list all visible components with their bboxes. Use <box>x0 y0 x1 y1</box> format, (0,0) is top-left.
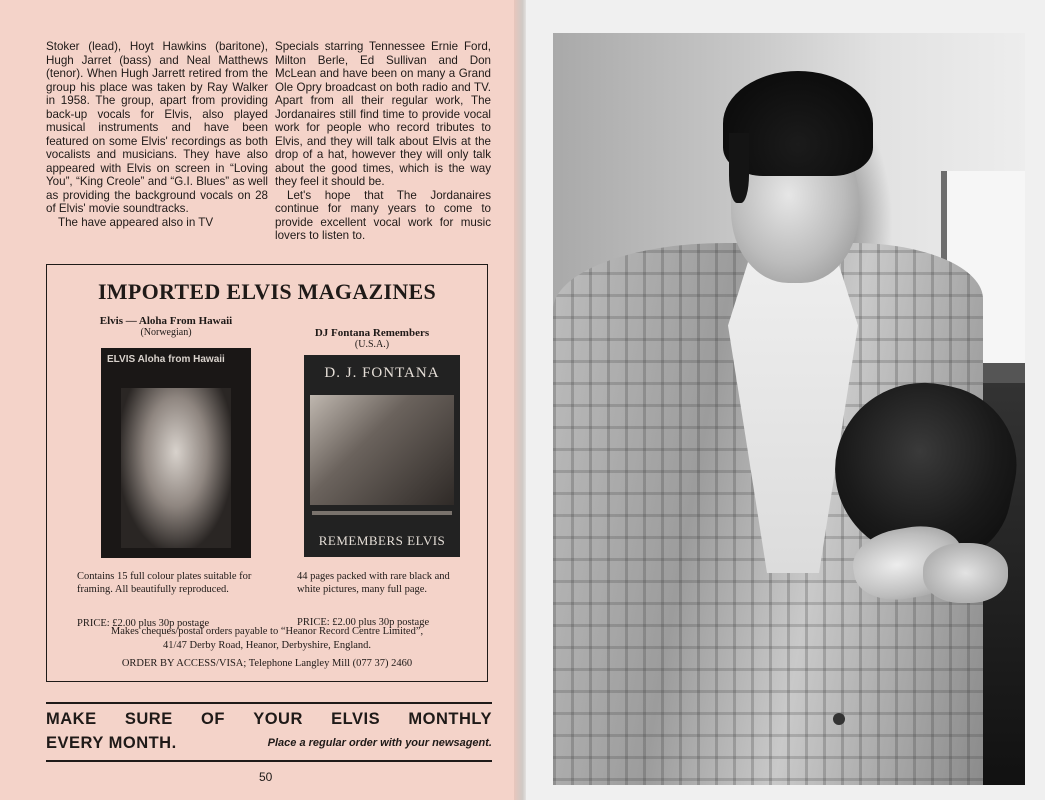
article-column-2 <box>275 40 491 243</box>
magazine-advert <box>46 264 488 682</box>
article-paragraph: The have appeared also in TV <box>58 215 214 229</box>
banner-tagline: Place a regular order with your newsagent. <box>267 737 492 749</box>
banner-word: ELVIS <box>331 710 381 728</box>
magazine-price: PRICE: £2.00 plus 30p postage <box>77 618 210 629</box>
magazine-cover-image <box>304 355 460 557</box>
banner-subheadline: EVERY MONTH. <box>46 734 177 752</box>
banner-word: MONTHLY <box>408 710 492 728</box>
right-page <box>526 0 1045 800</box>
sideburn <box>729 133 749 203</box>
jacket-button <box>833 713 845 725</box>
cover-subtitle: REMEMBERS ELVIS <box>318 533 446 548</box>
article-paragraph: Specials starring Tennessee Ernie Ford, Milton Berle, Ed Sullivan and Don McLean and have been on many a Grand Ole Opry broadcast on both radio and TV. Apart from all their regular work, The Jordanaires still find time to provide vocal work for people who record tributes to Elvis, and they will talk about Elvis at the drop of a hat, however they will only talk about the good times, which is the way they feel it should be. <box>275 40 491 188</box>
cover-logo <box>107 354 225 365</box>
cover-subtitle: Aloha from Hawaii <box>137 354 225 365</box>
article-paragraph: Let's hope that The Jordanaires continue for many years to come to provide excellent vocal work for music lovers to listen to. <box>275 188 491 242</box>
banner-headline <box>46 710 492 729</box>
magazine-offer-fontana <box>277 327 467 628</box>
magazine-offer-aloha <box>71 315 261 629</box>
cover-logo-text: ELVIS <box>107 354 136 365</box>
magazine-title: DJ Fontana Remembers <box>314 327 430 339</box>
banner-word: OF <box>201 710 225 728</box>
magazine-origin: (Norwegian) <box>140 327 192 338</box>
cover-title: D. J. FONTANA <box>324 365 440 381</box>
hand <box>923 543 1008 603</box>
article-column-1 <box>46 40 268 229</box>
address-line: 41/47 Derby Road, Heanor, Derbyshire, England. <box>162 640 372 651</box>
left-page <box>0 0 522 800</box>
payment-line: Makes cheques/postal orders payable to “Heanor Record Centre Limited”, <box>110 626 424 637</box>
magazine-description: Contains 15 full colour plates suitable for framing. All beautifully reproduced. <box>77 571 252 595</box>
article-paragraph: Stoker (lead), Hoyt Hawkins (baritone), Hugh Jarret (bass) and Neal Matthews (tenor). When Hugh Jarrett retired from the group his place was taken by Ray Walker in 1958. The group, apart from providing back-up vocals for Elvis, also played musical instruments and have been featured on some Elvis' recordings as both vocalists and musicians. They have also appeared with Elvis on screen in “Loving You”, “King Creole” and “G.I. Blues” as well as providing the background vocals on 28 of Elvis' movie soundtracks. <box>46 40 268 215</box>
magazine-title: Elvis — Aloha From Hawaii <box>99 315 233 327</box>
magazine-cover-image <box>101 348 251 558</box>
banner-word: SURE <box>124 710 173 728</box>
payment-details <box>47 625 487 653</box>
order-line: ORDER BY ACCESS/VISA; Telephone Langley Mill (077 37) 2460 <box>121 658 413 669</box>
banner-word: MAKE <box>46 710 97 728</box>
advert-title: IMPORTED ELVIS MAGAZINES <box>97 279 437 304</box>
elvis-photograph <box>553 33 1025 785</box>
page-number: 50 <box>259 770 273 784</box>
subscription-banner <box>46 702 492 762</box>
cover-photo <box>310 395 454 505</box>
performer-figure <box>121 388 231 548</box>
banner-word: YOUR <box>253 710 303 728</box>
magazine-origin: (U.S.A.) <box>354 339 390 350</box>
magazine-price: PRICE: £2.00 plus 30p postage <box>297 617 430 628</box>
cover-caption-line <box>312 511 452 515</box>
magazine-description: 44 pages packed with rare black and white pictures, many full page. <box>297 571 450 595</box>
